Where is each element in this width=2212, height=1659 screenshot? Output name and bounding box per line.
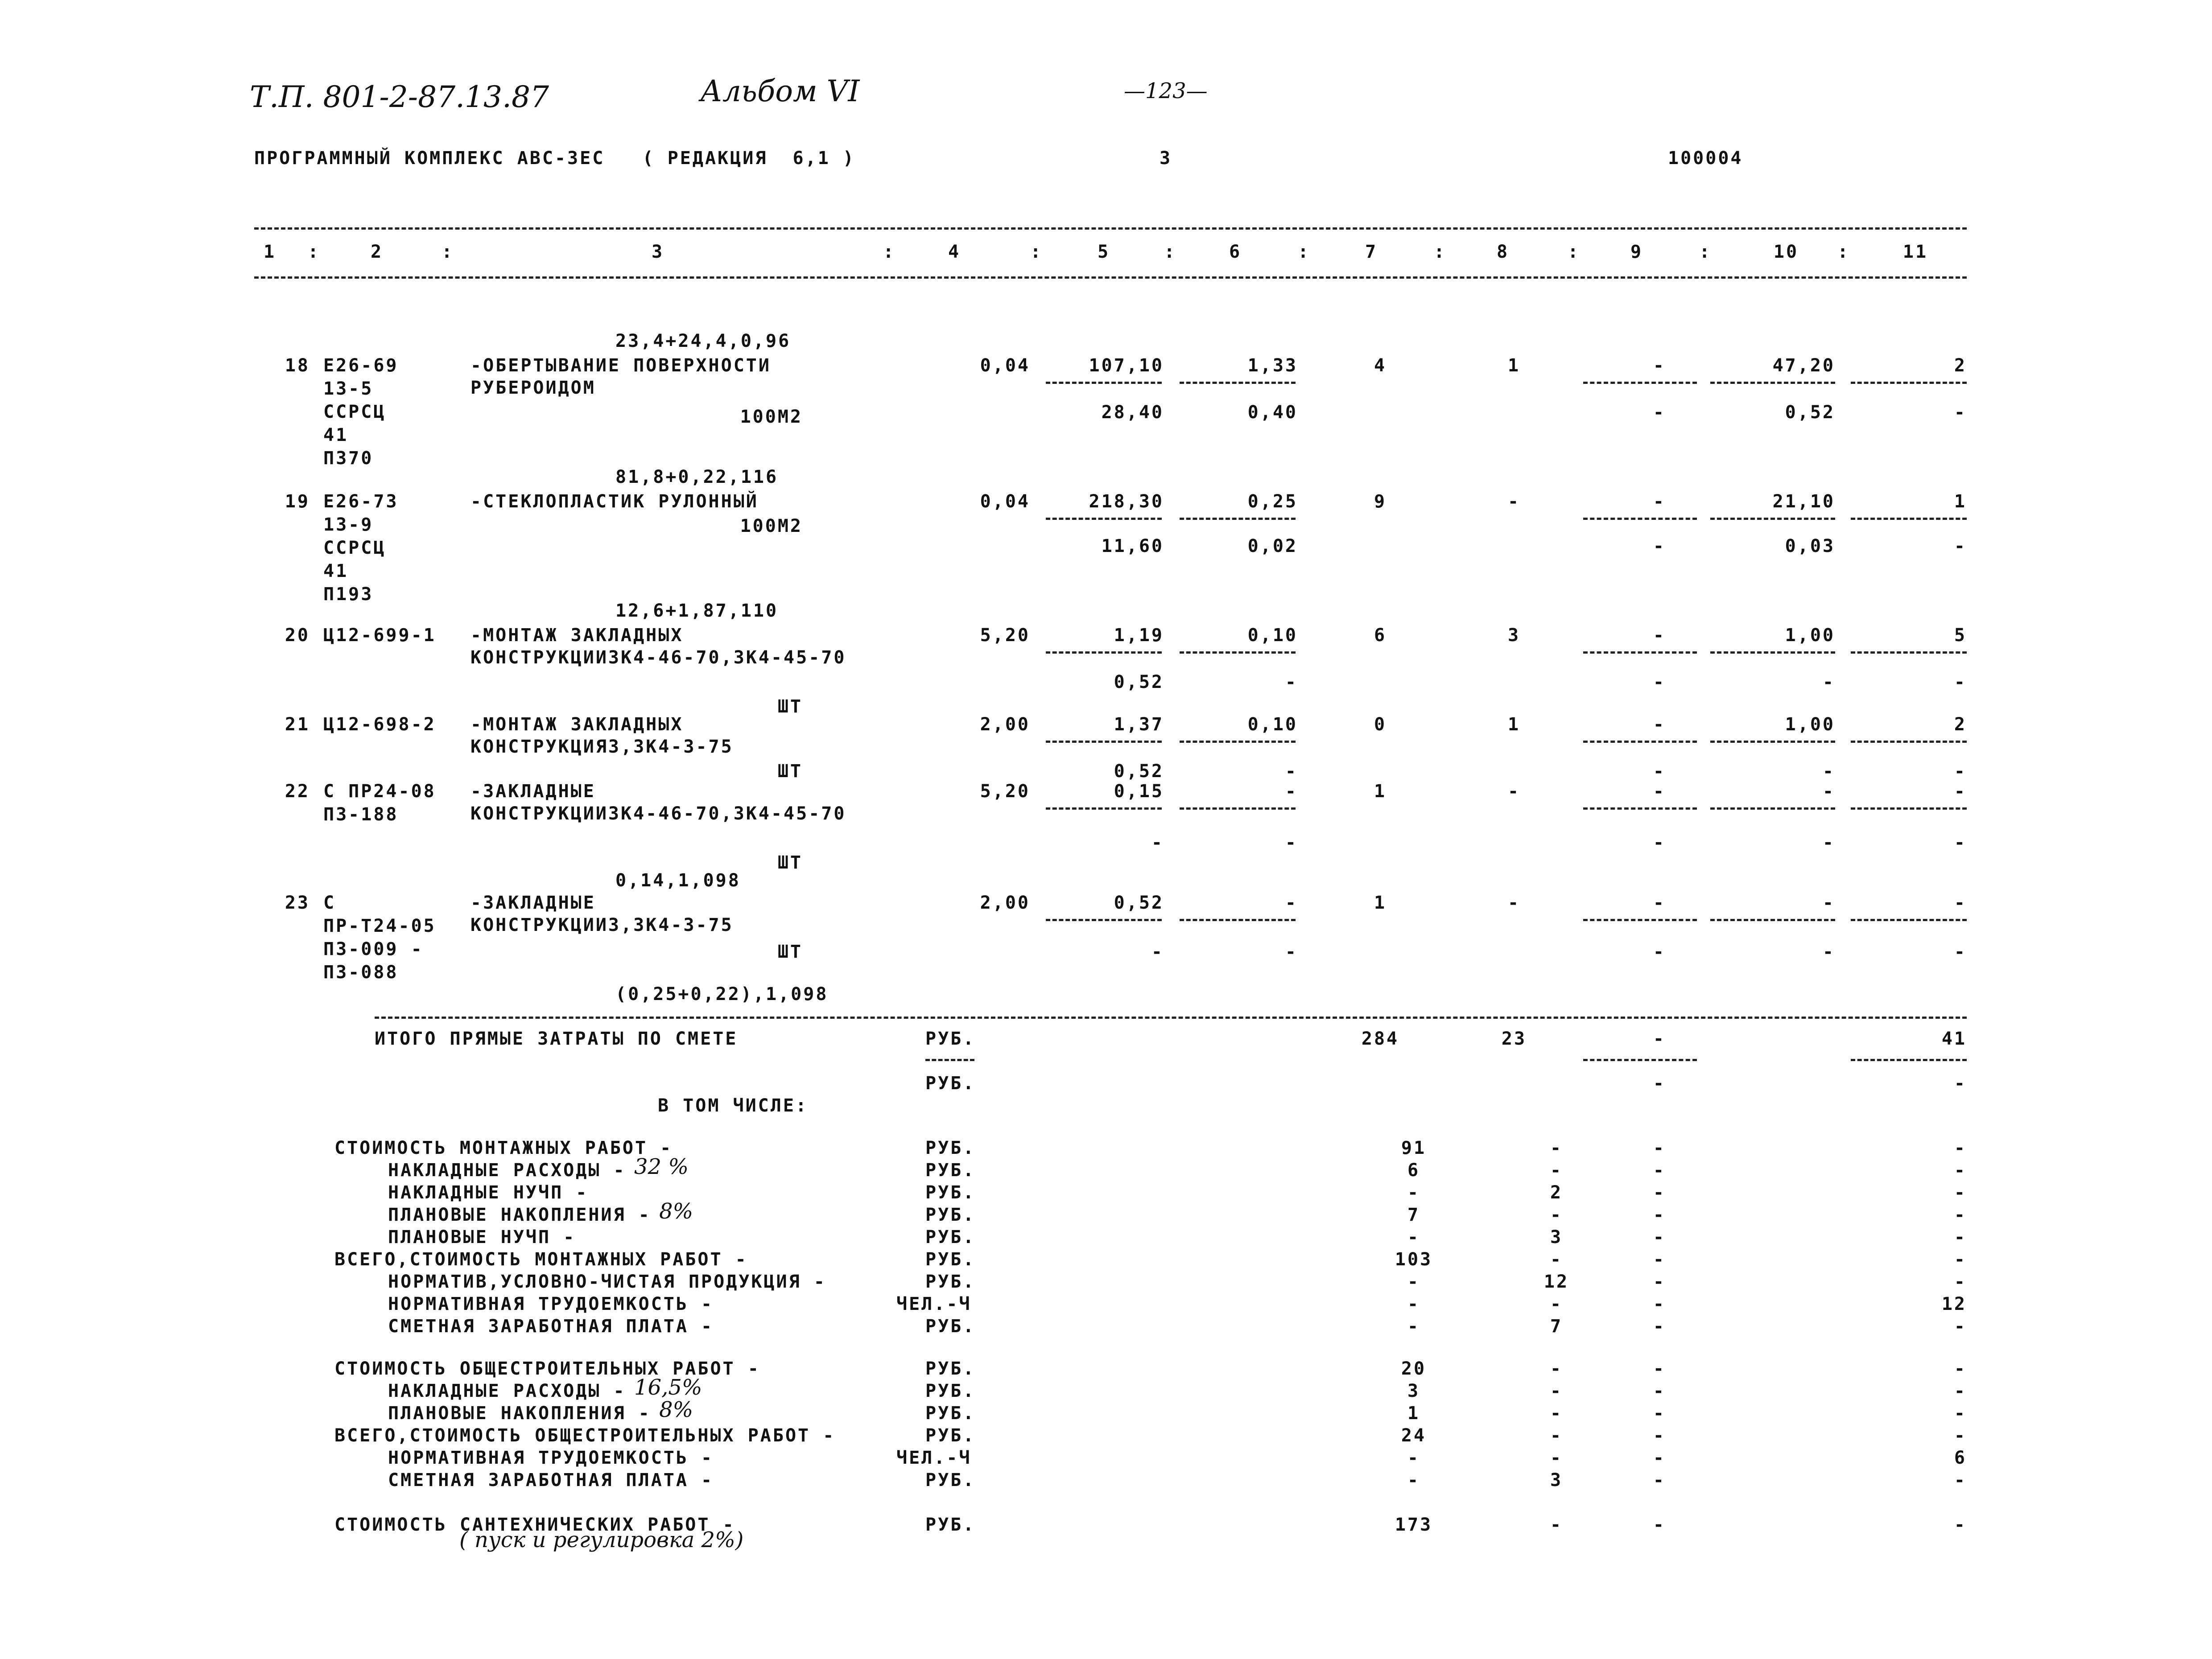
total-rule bbox=[375, 1017, 1967, 1019]
handwritten-percent: 8% bbox=[659, 1397, 693, 1422]
cell-c5: 1,37 bbox=[1114, 714, 1164, 735]
summary-c8: - bbox=[1550, 1205, 1563, 1225]
summary-c11: - bbox=[1954, 1470, 1967, 1490]
cell-c11b: - bbox=[1954, 942, 1967, 962]
cell-c7: 1 bbox=[1374, 893, 1387, 913]
norm-code: 41 bbox=[323, 561, 349, 581]
sub-rule bbox=[1710, 382, 1835, 384]
cell-c6b: - bbox=[1285, 832, 1298, 853]
cell-c5: 218,30 bbox=[1089, 491, 1164, 512]
summary-c8: 3 bbox=[1550, 1470, 1563, 1490]
summary-c11: - bbox=[1954, 1381, 1967, 1401]
column-separator: : bbox=[442, 242, 454, 262]
summary-c11: - bbox=[1954, 1205, 1967, 1225]
column-separator: : bbox=[1434, 242, 1447, 262]
sub-rule bbox=[1180, 919, 1296, 921]
summary-unit: РУБ. bbox=[925, 1470, 976, 1490]
summary-c7: - bbox=[1407, 1182, 1420, 1203]
total-c11b: - bbox=[1954, 1073, 1967, 1094]
cell-c5b: - bbox=[1151, 942, 1164, 962]
summary-label: СМЕТНАЯ ЗАРАБОТНАЯ ПЛАТА - bbox=[388, 1316, 714, 1337]
summary-unit: РУБ. bbox=[925, 1403, 976, 1424]
summary-label: НАКЛАДНЫЕ НУЧП - bbox=[388, 1182, 589, 1203]
summary-unit: РУБ. bbox=[925, 1205, 976, 1225]
summary-c9: - bbox=[1653, 1294, 1666, 1314]
cell-c9: - bbox=[1653, 714, 1666, 735]
summary-label: ПЛАНОВЫЕ НУЧП - bbox=[388, 1227, 576, 1247]
work-name: -МОНТАЖ ЗАКЛАДНЫХ bbox=[470, 625, 684, 646]
norm-code: ССРСЦ bbox=[323, 538, 386, 558]
cell-c9b: - bbox=[1653, 832, 1666, 853]
cell-c4: 0,04 bbox=[980, 491, 1030, 512]
summary-c8: - bbox=[1550, 1138, 1563, 1158]
summary-c7: - bbox=[1407, 1227, 1420, 1247]
cell-c5b: 0,52 bbox=[1114, 761, 1164, 782]
summary-c7: 3 bbox=[1407, 1381, 1420, 1401]
document-code: 100004 bbox=[1668, 148, 1743, 169]
total-label: ИТОГО ПРЯМЫЕ ЗАТРАТЫ ПО СМЕТЕ bbox=[375, 1029, 738, 1049]
cell-c11: - bbox=[1954, 781, 1967, 802]
column-number: 8 bbox=[1496, 242, 1510, 262]
column-number: 5 bbox=[1097, 242, 1110, 262]
sub-rule bbox=[1046, 919, 1162, 921]
handwritten-percent: 16,5% bbox=[634, 1375, 702, 1400]
column-separator: : bbox=[1298, 242, 1311, 262]
cell-c5: 0,15 bbox=[1114, 781, 1164, 802]
sub-rule bbox=[1046, 807, 1162, 810]
sub-rule bbox=[1180, 807, 1296, 810]
summary-c11: 6 bbox=[1954, 1448, 1967, 1468]
sheet-number: 3 bbox=[1160, 148, 1172, 169]
column-separator: : bbox=[1837, 242, 1850, 262]
sub-rule bbox=[1851, 651, 1967, 654]
work-name: КОНСТРУКЦИИ3К4-46-70,3К4-45-70 bbox=[470, 647, 846, 668]
summary-c7: 103 bbox=[1395, 1249, 1433, 1270]
cell-c9b: - bbox=[1653, 536, 1666, 556]
cell-c7: 4 bbox=[1374, 355, 1387, 376]
summary-c9: - bbox=[1653, 1316, 1666, 1337]
summary-unit: РУБ. bbox=[925, 1425, 976, 1446]
summary-c8: - bbox=[1550, 1381, 1563, 1401]
total-c8: 23 bbox=[1501, 1029, 1527, 1049]
cell-c6: - bbox=[1285, 893, 1298, 913]
summary-c11: - bbox=[1954, 1249, 1967, 1270]
summary-c8: - bbox=[1550, 1294, 1563, 1314]
summary-c9: - bbox=[1653, 1227, 1666, 1247]
cell-c5: 107,10 bbox=[1089, 355, 1164, 376]
sub-rule bbox=[1583, 919, 1697, 921]
sub-rule bbox=[1180, 651, 1296, 654]
cell-c11: 2 bbox=[1954, 714, 1967, 735]
summary-c9: - bbox=[1653, 1515, 1666, 1535]
cell-c11: 2 bbox=[1954, 355, 1967, 376]
summary-c9: - bbox=[1653, 1272, 1666, 1292]
summary-c11: - bbox=[1954, 1182, 1967, 1203]
cell-c10: - bbox=[1822, 893, 1835, 913]
summary-c8: - bbox=[1550, 1249, 1563, 1270]
cell-c8: 1 bbox=[1507, 714, 1521, 735]
summary-c11: 12 bbox=[1941, 1294, 1967, 1314]
summary-c9: - bbox=[1653, 1249, 1666, 1270]
including-label: В ТОМ ЧИСЛЕ: bbox=[658, 1095, 808, 1116]
cell-c10b: - bbox=[1822, 672, 1835, 692]
cell-c11: 1 bbox=[1954, 491, 1967, 512]
cell-c7: 0 bbox=[1374, 714, 1387, 735]
cell-c10b: 0,52 bbox=[1785, 402, 1835, 423]
cell-c4: 2,00 bbox=[980, 714, 1030, 735]
row-number: 21 bbox=[285, 714, 310, 735]
cell-c5: 0,52 bbox=[1114, 893, 1164, 913]
norm-code: П3-188 bbox=[323, 804, 399, 825]
cell-c11b: - bbox=[1954, 402, 1967, 423]
unit-label: 100М2 bbox=[740, 516, 803, 536]
column-separator: : bbox=[1030, 242, 1043, 262]
cell-c11: - bbox=[1954, 893, 1967, 913]
album-label: Альбом VI bbox=[700, 74, 860, 108]
sub-rule bbox=[1583, 1059, 1697, 1061]
cell-c4: 5,20 bbox=[980, 781, 1030, 802]
norm-code: С ПР24-08 bbox=[323, 781, 436, 802]
work-name: -ЗАКЛАДНЫЕ bbox=[470, 893, 596, 913]
sub-rule bbox=[1710, 651, 1835, 654]
sub-rule bbox=[1583, 741, 1697, 743]
unit-label: ШТ bbox=[777, 761, 803, 782]
cell-c9: - bbox=[1653, 625, 1666, 646]
sub-rule bbox=[1710, 518, 1835, 520]
sub-rule bbox=[1851, 919, 1967, 921]
sub-rule bbox=[1583, 651, 1697, 654]
cell-c6: 0,10 bbox=[1247, 714, 1298, 735]
summary-c11: - bbox=[1954, 1272, 1967, 1292]
formula-line: 23,4+24,4,0,96 bbox=[615, 331, 791, 351]
sub-rule bbox=[1046, 651, 1162, 654]
norm-code: Е26-69 bbox=[323, 355, 399, 376]
summary-c9: - bbox=[1653, 1138, 1666, 1158]
summary-c11: - bbox=[1954, 1425, 1967, 1446]
unit-rub: РУБ. bbox=[925, 1029, 976, 1049]
unit-rub: РУБ. bbox=[925, 1073, 976, 1094]
summary-c8: - bbox=[1550, 1515, 1563, 1535]
work-name: КОНСТРУКЦИИ3К4-46-70,3К4-45-70 bbox=[470, 803, 846, 824]
unit-label: 100М2 bbox=[740, 407, 803, 427]
cell-c7: 9 bbox=[1374, 491, 1387, 512]
cell-c8: 1 bbox=[1507, 355, 1521, 376]
summary-label: НОРМАТИВНАЯ ТРУДОЕМКОСТЬ - bbox=[388, 1448, 714, 1468]
summary-c8: - bbox=[1550, 1403, 1563, 1424]
program-title: ПРОГРАММНЫЙ КОМПЛЕКС АВС-3ЕС ( РЕДАКЦИЯ 6,1 ) bbox=[254, 148, 855, 169]
summary-label: ПЛАНОВЫЕ НАКОПЛЕНИЯ - bbox=[388, 1403, 651, 1424]
column-separator: : bbox=[1164, 242, 1177, 262]
summary-c11: - bbox=[1954, 1160, 1967, 1181]
sub-rule bbox=[1180, 382, 1296, 384]
column-separator: : bbox=[1568, 242, 1581, 262]
cell-c8: - bbox=[1507, 781, 1521, 802]
cell-c5b: 0,52 bbox=[1114, 672, 1164, 692]
cell-c9: - bbox=[1653, 355, 1666, 376]
cell-c5b: 11,60 bbox=[1101, 536, 1164, 556]
summary-c8: 2 bbox=[1550, 1182, 1563, 1203]
cell-c10b: - bbox=[1822, 832, 1835, 853]
column-number: 11 bbox=[1902, 242, 1928, 262]
document-number: Т.П. 801-2-87.13.87 bbox=[250, 80, 549, 114]
work-name: -ЗАКЛАДНЫЕ bbox=[470, 781, 596, 802]
sub-rule bbox=[1710, 807, 1835, 810]
norm-code: П3-088 bbox=[323, 962, 399, 983]
summary-c7: - bbox=[1407, 1272, 1420, 1292]
column-number: 3 bbox=[651, 242, 664, 262]
total-c9b: - bbox=[1653, 1073, 1666, 1094]
summary-unit: РУБ. bbox=[925, 1249, 976, 1270]
summary-unit: РУБ. bbox=[925, 1138, 976, 1158]
summary-unit: РУБ. bbox=[925, 1316, 976, 1337]
row-number: 18 bbox=[285, 355, 310, 376]
work-name: КОНСТРУКЦИИ3,3К4-3-75 bbox=[470, 915, 734, 935]
summary-label: СМЕТНАЯ ЗАРАБОТНАЯ ПЛАТА - bbox=[388, 1470, 714, 1490]
summary-c7: 20 bbox=[1401, 1358, 1427, 1379]
cell-c5: 1,19 bbox=[1114, 625, 1164, 646]
sub-rule bbox=[1851, 807, 1967, 810]
norm-code: П3-009 - bbox=[323, 939, 424, 959]
cell-c9b: - bbox=[1653, 402, 1666, 423]
norm-code: Е26-73 bbox=[323, 491, 399, 512]
header-top-rule bbox=[254, 227, 1967, 230]
row-number: 23 bbox=[285, 893, 310, 913]
cell-c8: 3 bbox=[1507, 625, 1521, 646]
summary-c9: - bbox=[1653, 1182, 1666, 1203]
cell-c10b: - bbox=[1822, 942, 1835, 962]
summary-label: СТОИМОСТЬ ОБЩЕСТРОИТЕЛЬНЫХ РАБОТ - bbox=[334, 1358, 760, 1379]
summary-c7: - bbox=[1407, 1294, 1420, 1314]
summary-unit: РУБ. bbox=[925, 1272, 976, 1292]
summary-label: ПЛАНОВЫЕ НАКОПЛЕНИЯ - bbox=[388, 1205, 651, 1225]
cell-c11b: - bbox=[1954, 672, 1967, 692]
handwritten-percent: 8% bbox=[659, 1199, 693, 1224]
summary-label: ВСЕГО,СТОИМОСТЬ ОБЩЕСТРОИТЕЛЬНЫХ РАБОТ - bbox=[334, 1425, 836, 1446]
total-c7: 284 bbox=[1361, 1029, 1399, 1049]
row-number: 22 bbox=[285, 781, 310, 802]
norm-code: 13-9 bbox=[323, 515, 374, 535]
summary-unit: ЧЕЛ.-Ч bbox=[896, 1448, 972, 1468]
summary-c7: 6 bbox=[1407, 1160, 1420, 1181]
summary-c7: - bbox=[1407, 1316, 1420, 1337]
summary-c8: 12 bbox=[1543, 1272, 1569, 1292]
summary-c11: - bbox=[1954, 1227, 1967, 1247]
cell-c10: 47,20 bbox=[1772, 355, 1835, 376]
summary-c8: - bbox=[1550, 1160, 1563, 1181]
sub-rule bbox=[1046, 741, 1162, 743]
cell-c11b: - bbox=[1954, 536, 1967, 556]
norm-code: ССРСЦ bbox=[323, 402, 386, 422]
summary-c8: - bbox=[1550, 1448, 1563, 1468]
summary-label: НОРМАТИВ,УСЛОВНО-ЧИСТАЯ ПРОДУКЦИЯ - bbox=[388, 1272, 826, 1292]
cell-c6: 0,25 bbox=[1247, 491, 1298, 512]
sub-rule bbox=[1583, 382, 1697, 384]
cell-c10: 21,10 bbox=[1772, 491, 1835, 512]
summary-unit: РУБ. bbox=[925, 1227, 976, 1247]
cell-c9: - bbox=[1653, 781, 1666, 802]
sub-rule bbox=[1851, 382, 1967, 384]
cell-c5b: - bbox=[1151, 832, 1164, 853]
cell-c6: 0,10 bbox=[1247, 625, 1298, 646]
sub-rule bbox=[1710, 741, 1835, 743]
handwritten-percent: 32 % bbox=[634, 1154, 689, 1179]
total-c11: 41 bbox=[1941, 1029, 1967, 1049]
cell-c11: 5 bbox=[1954, 625, 1967, 646]
norm-code: П193 bbox=[323, 584, 374, 605]
summary-label: ВСЕГО,СТОИМОСТЬ МОНТАЖНЫХ РАБОТ - bbox=[334, 1249, 748, 1270]
cell-c10b: 0,03 bbox=[1785, 536, 1835, 556]
summary-unit: РУБ. bbox=[925, 1381, 976, 1401]
cell-c9b: - bbox=[1653, 942, 1666, 962]
summary-c8: 7 bbox=[1550, 1316, 1563, 1337]
sub-rule bbox=[1180, 741, 1296, 743]
summary-c7: 173 bbox=[1395, 1515, 1433, 1535]
summary-label: НОРМАТИВНАЯ ТРУДОЕМКОСТЬ - bbox=[388, 1294, 714, 1314]
cell-c9: - bbox=[1653, 491, 1666, 512]
cell-c4: 2,00 bbox=[980, 893, 1030, 913]
summary-unit: ЧЕЛ.-Ч bbox=[896, 1294, 972, 1314]
unit-label: ШТ bbox=[777, 852, 803, 873]
column-number: 9 bbox=[1630, 242, 1643, 262]
summary-c7: - bbox=[1407, 1448, 1420, 1468]
summary-unit: РУБ. bbox=[925, 1160, 976, 1181]
formula-line: 12,6+1,87,110 bbox=[615, 601, 779, 621]
cell-c11b: - bbox=[1954, 832, 1967, 853]
column-number: 6 bbox=[1229, 242, 1242, 262]
cell-c10b: - bbox=[1822, 761, 1835, 782]
column-number: 10 bbox=[1773, 242, 1799, 262]
cell-c6b: 0,40 bbox=[1247, 402, 1298, 423]
sub-rule bbox=[1046, 382, 1162, 384]
sub-rule bbox=[1583, 518, 1697, 520]
column-number: 7 bbox=[1365, 242, 1378, 262]
summary-c11: - bbox=[1954, 1358, 1967, 1379]
cell-c6: - bbox=[1285, 781, 1298, 802]
cell-c5b: 28,40 bbox=[1101, 402, 1164, 423]
summary-c7: 7 bbox=[1407, 1205, 1420, 1225]
summary-c9: - bbox=[1653, 1470, 1666, 1490]
cell-c10: - bbox=[1822, 781, 1835, 802]
column-number: 4 bbox=[948, 242, 961, 262]
unit-label: ШТ bbox=[777, 696, 803, 717]
summary-c8: 3 bbox=[1550, 1227, 1563, 1247]
column-separator: : bbox=[883, 242, 896, 262]
header-bottom-rule bbox=[254, 276, 1967, 279]
cell-c9b: - bbox=[1653, 761, 1666, 782]
cell-c8: - bbox=[1507, 893, 1521, 913]
work-name: -ОБЕРТЫВАНИЕ ПОВЕРХНОСТИ bbox=[470, 355, 771, 376]
norm-code: П370 bbox=[323, 448, 374, 469]
summary-c11: - bbox=[1954, 1403, 1967, 1424]
summary-c9: - bbox=[1653, 1160, 1666, 1181]
summary-label: СТОИМОСТЬ САНТЕХНИЧЕСКИХ РАБОТ - bbox=[334, 1515, 735, 1535]
summary-c7: 1 bbox=[1407, 1403, 1420, 1424]
summary-c9: - bbox=[1653, 1403, 1666, 1424]
cell-c6b: - bbox=[1285, 761, 1298, 782]
summary-c8: - bbox=[1550, 1425, 1563, 1446]
cell-c10: 1,00 bbox=[1785, 625, 1835, 646]
total-c9: - bbox=[1653, 1029, 1666, 1049]
cell-c4: 0,04 bbox=[980, 355, 1030, 376]
cell-c9b: - bbox=[1653, 672, 1666, 692]
cell-c11b: - bbox=[1954, 761, 1967, 782]
summary-c8: - bbox=[1550, 1358, 1563, 1379]
norm-code: Ц12-698-2 bbox=[323, 714, 436, 735]
work-name: КОНСТРУКЦИЯ3,3К4-3-75 bbox=[470, 737, 734, 757]
summary-c11: - bbox=[1954, 1515, 1967, 1535]
summary-unit: РУБ. bbox=[925, 1358, 976, 1379]
summary-c7: 24 bbox=[1401, 1425, 1427, 1446]
cell-c10: 1,00 bbox=[1785, 714, 1835, 735]
summary-c9: - bbox=[1653, 1425, 1666, 1446]
sub-rule bbox=[1851, 1059, 1967, 1061]
column-number: 1 bbox=[263, 242, 276, 262]
formula-line: 0,14,1,098 bbox=[615, 870, 741, 891]
sub-rule bbox=[1180, 518, 1296, 520]
handwritten-note: ( пуск и регулировка 2%) bbox=[459, 1527, 744, 1552]
formula-line: (0,25+0,22),1,098 bbox=[615, 984, 829, 1004]
work-name: -СТЕКЛОПЛАСТИК РУЛОННЫЙ bbox=[470, 491, 759, 512]
summary-c9: - bbox=[1653, 1358, 1666, 1379]
summary-c11: - bbox=[1954, 1316, 1967, 1337]
cell-c7: 1 bbox=[1374, 781, 1387, 802]
cell-c9: - bbox=[1653, 893, 1666, 913]
sub-rule bbox=[1583, 807, 1697, 810]
sub-rule bbox=[1710, 919, 1835, 921]
row-number: 20 bbox=[285, 625, 310, 646]
cell-c6b: - bbox=[1285, 672, 1298, 692]
column-number: 2 bbox=[370, 242, 384, 262]
sub-rule bbox=[1046, 518, 1162, 520]
formula-line: 81,8+0,22,116 bbox=[615, 467, 779, 487]
summary-unit: РУБ. bbox=[925, 1182, 976, 1203]
summary-c9: - bbox=[1653, 1381, 1666, 1401]
cell-c6b: - bbox=[1285, 942, 1298, 962]
cell-c6b: 0,02 bbox=[1247, 536, 1298, 556]
sub-rule bbox=[1851, 741, 1967, 743]
summary-c9: - bbox=[1653, 1448, 1666, 1468]
norm-code: 41 bbox=[323, 425, 349, 445]
summary-unit: РУБ. bbox=[925, 1515, 976, 1535]
summary-label: СТОИМОСТЬ МОНТАЖНЫХ РАБОТ - bbox=[334, 1138, 673, 1158]
norm-code: ПР-Т24-05 bbox=[323, 916, 436, 936]
norm-code: Ц12-699-1 bbox=[323, 625, 436, 646]
summary-label: НАКЛАДНЫЕ РАСХОДЫ - bbox=[388, 1381, 626, 1401]
norm-code: С bbox=[323, 893, 336, 913]
work-name: -МОНТАЖ ЗАКЛАДНЫХ bbox=[470, 714, 684, 735]
cell-c6: 1,33 bbox=[1247, 355, 1298, 376]
summary-c11: - bbox=[1954, 1138, 1967, 1158]
column-separator: : bbox=[308, 242, 321, 262]
sub-rule bbox=[1851, 518, 1967, 520]
summary-label: НАКЛАДНЫЕ РАСХОДЫ - bbox=[388, 1160, 626, 1181]
cell-c4: 5,20 bbox=[980, 625, 1030, 646]
norm-code: 13-5 bbox=[323, 379, 374, 399]
row-number: 19 bbox=[285, 491, 310, 512]
summary-c7: - bbox=[1407, 1470, 1420, 1490]
work-name: РУБЕРОИДОМ bbox=[470, 378, 596, 398]
cell-c7: 6 bbox=[1374, 625, 1387, 646]
page-number: —123— bbox=[1124, 78, 1208, 103]
summary-c7: 91 bbox=[1401, 1138, 1427, 1158]
sub-rule bbox=[925, 1059, 974, 1061]
summary-c9: - bbox=[1653, 1205, 1666, 1225]
cell-c8: - bbox=[1507, 491, 1521, 512]
unit-label: ШТ bbox=[777, 942, 803, 962]
column-separator: : bbox=[1699, 242, 1712, 262]
